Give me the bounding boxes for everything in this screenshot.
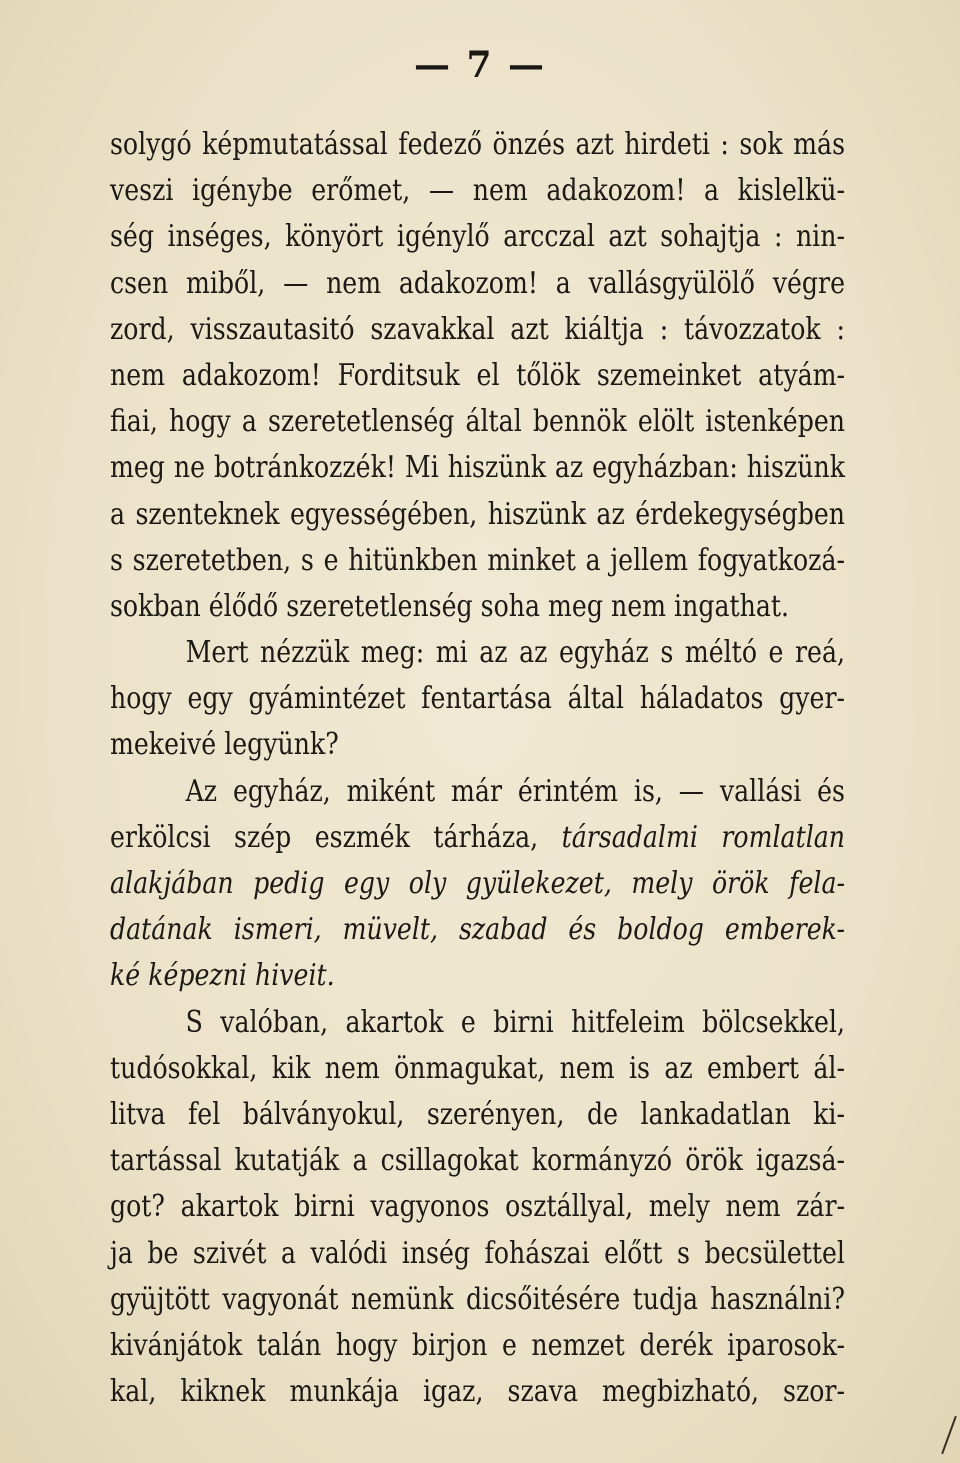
text-line: fiai, hogy a szeretetlenség által bennök elölt istenképen (110, 404, 845, 440)
text-line: mekeivé legyünk? (110, 727, 339, 763)
paragraph-1 (110, 122, 845, 630)
text-line: Az egyház, miként már érintém is, — vallási és (185, 773, 846, 809)
text-segment: erkölcsi szép eszmék tárháza, (110, 819, 562, 855)
paragraph-3 (110, 769, 845, 1000)
text-line: litva fel bálványokul, szerényen, de lankadatlan ki- (110, 1096, 845, 1132)
text-line: zord, visszautasitó szavakkal azt kiáltja : távozzatok : (110, 311, 845, 347)
text-line: sokban élődő szeretetlenség soha meg nem ingathat. (110, 588, 790, 624)
text-line: alakjában pedig egy oly gyülekezet, mely örök fela- (110, 866, 845, 901)
text-line: solygó képmutatással fedező önzés azt hirdeti : sok más (110, 127, 845, 162)
text-line: got? akartok birni vagyonos osztállyal, mely nem zár- (110, 1189, 845, 1225)
text-line: csen miből, — nem adakozom! a vallásgyülölő végre (110, 265, 845, 301)
italic-segment: társadalmi romlatlan (561, 819, 846, 855)
text-line: Mert nézzük meg: mi az az egyház s méltó e reá, (185, 635, 846, 671)
text-line: kal, kiknek munkája igaz, szava megbizható, szor- (110, 1374, 845, 1410)
body-text (110, 122, 845, 1415)
text-line: kivánjátok talán hogy birjon e nemzet derék iparosok- (110, 1327, 845, 1363)
text-line: S valóban, akartok e birni hitfeleim bölcsekkel, (185, 1004, 846, 1040)
paragraph-2 (110, 630, 845, 769)
text-line: hogy egy gyámintézet fentartása által háladatos gyer- (110, 681, 845, 717)
text-line: ja be szivét a valódi inség fohászai előtt s becsülettel (110, 1235, 845, 1271)
text-line: gyüjtött vagyonát nemünk dicsőitésére tudja használni? (110, 1281, 845, 1317)
text-line: tartással kutatják a csillagokat kormányzó örök igazsá- (110, 1143, 845, 1179)
text-line: s szeretetben, s e hitünkben minket a jellem fogyatkozá- (110, 542, 845, 578)
page-edge-mark (941, 1416, 957, 1454)
text-line: ké képezni hiveit. (110, 958, 335, 994)
paragraph-4 (110, 1000, 845, 1416)
text-line (110, 815, 845, 861)
page-number: — 7 — (413, 44, 547, 86)
text-line: veszi igénybe erőmet, — nem adakozom! a kislelkü- (110, 173, 845, 209)
text-line: datának ismeri, müvelt, szabad és boldog emberek- (110, 912, 845, 948)
text-line: a szenteknek egyességében, hiszünk az érdekegységben (110, 496, 845, 532)
text-line: ség inséges, könyört igénylő arcczal azt sohajtja : nin- (110, 219, 845, 255)
text-line: meg ne botránkozzék! Mi hiszünk az egyházban: hiszünk (110, 450, 845, 486)
text-line: nem adakozom! Forditsuk el tőlök szemeinket atyám- (110, 357, 845, 393)
text-line: tudósokkal, kik nem önmagukat, nem is az embert ál- (110, 1050, 845, 1086)
